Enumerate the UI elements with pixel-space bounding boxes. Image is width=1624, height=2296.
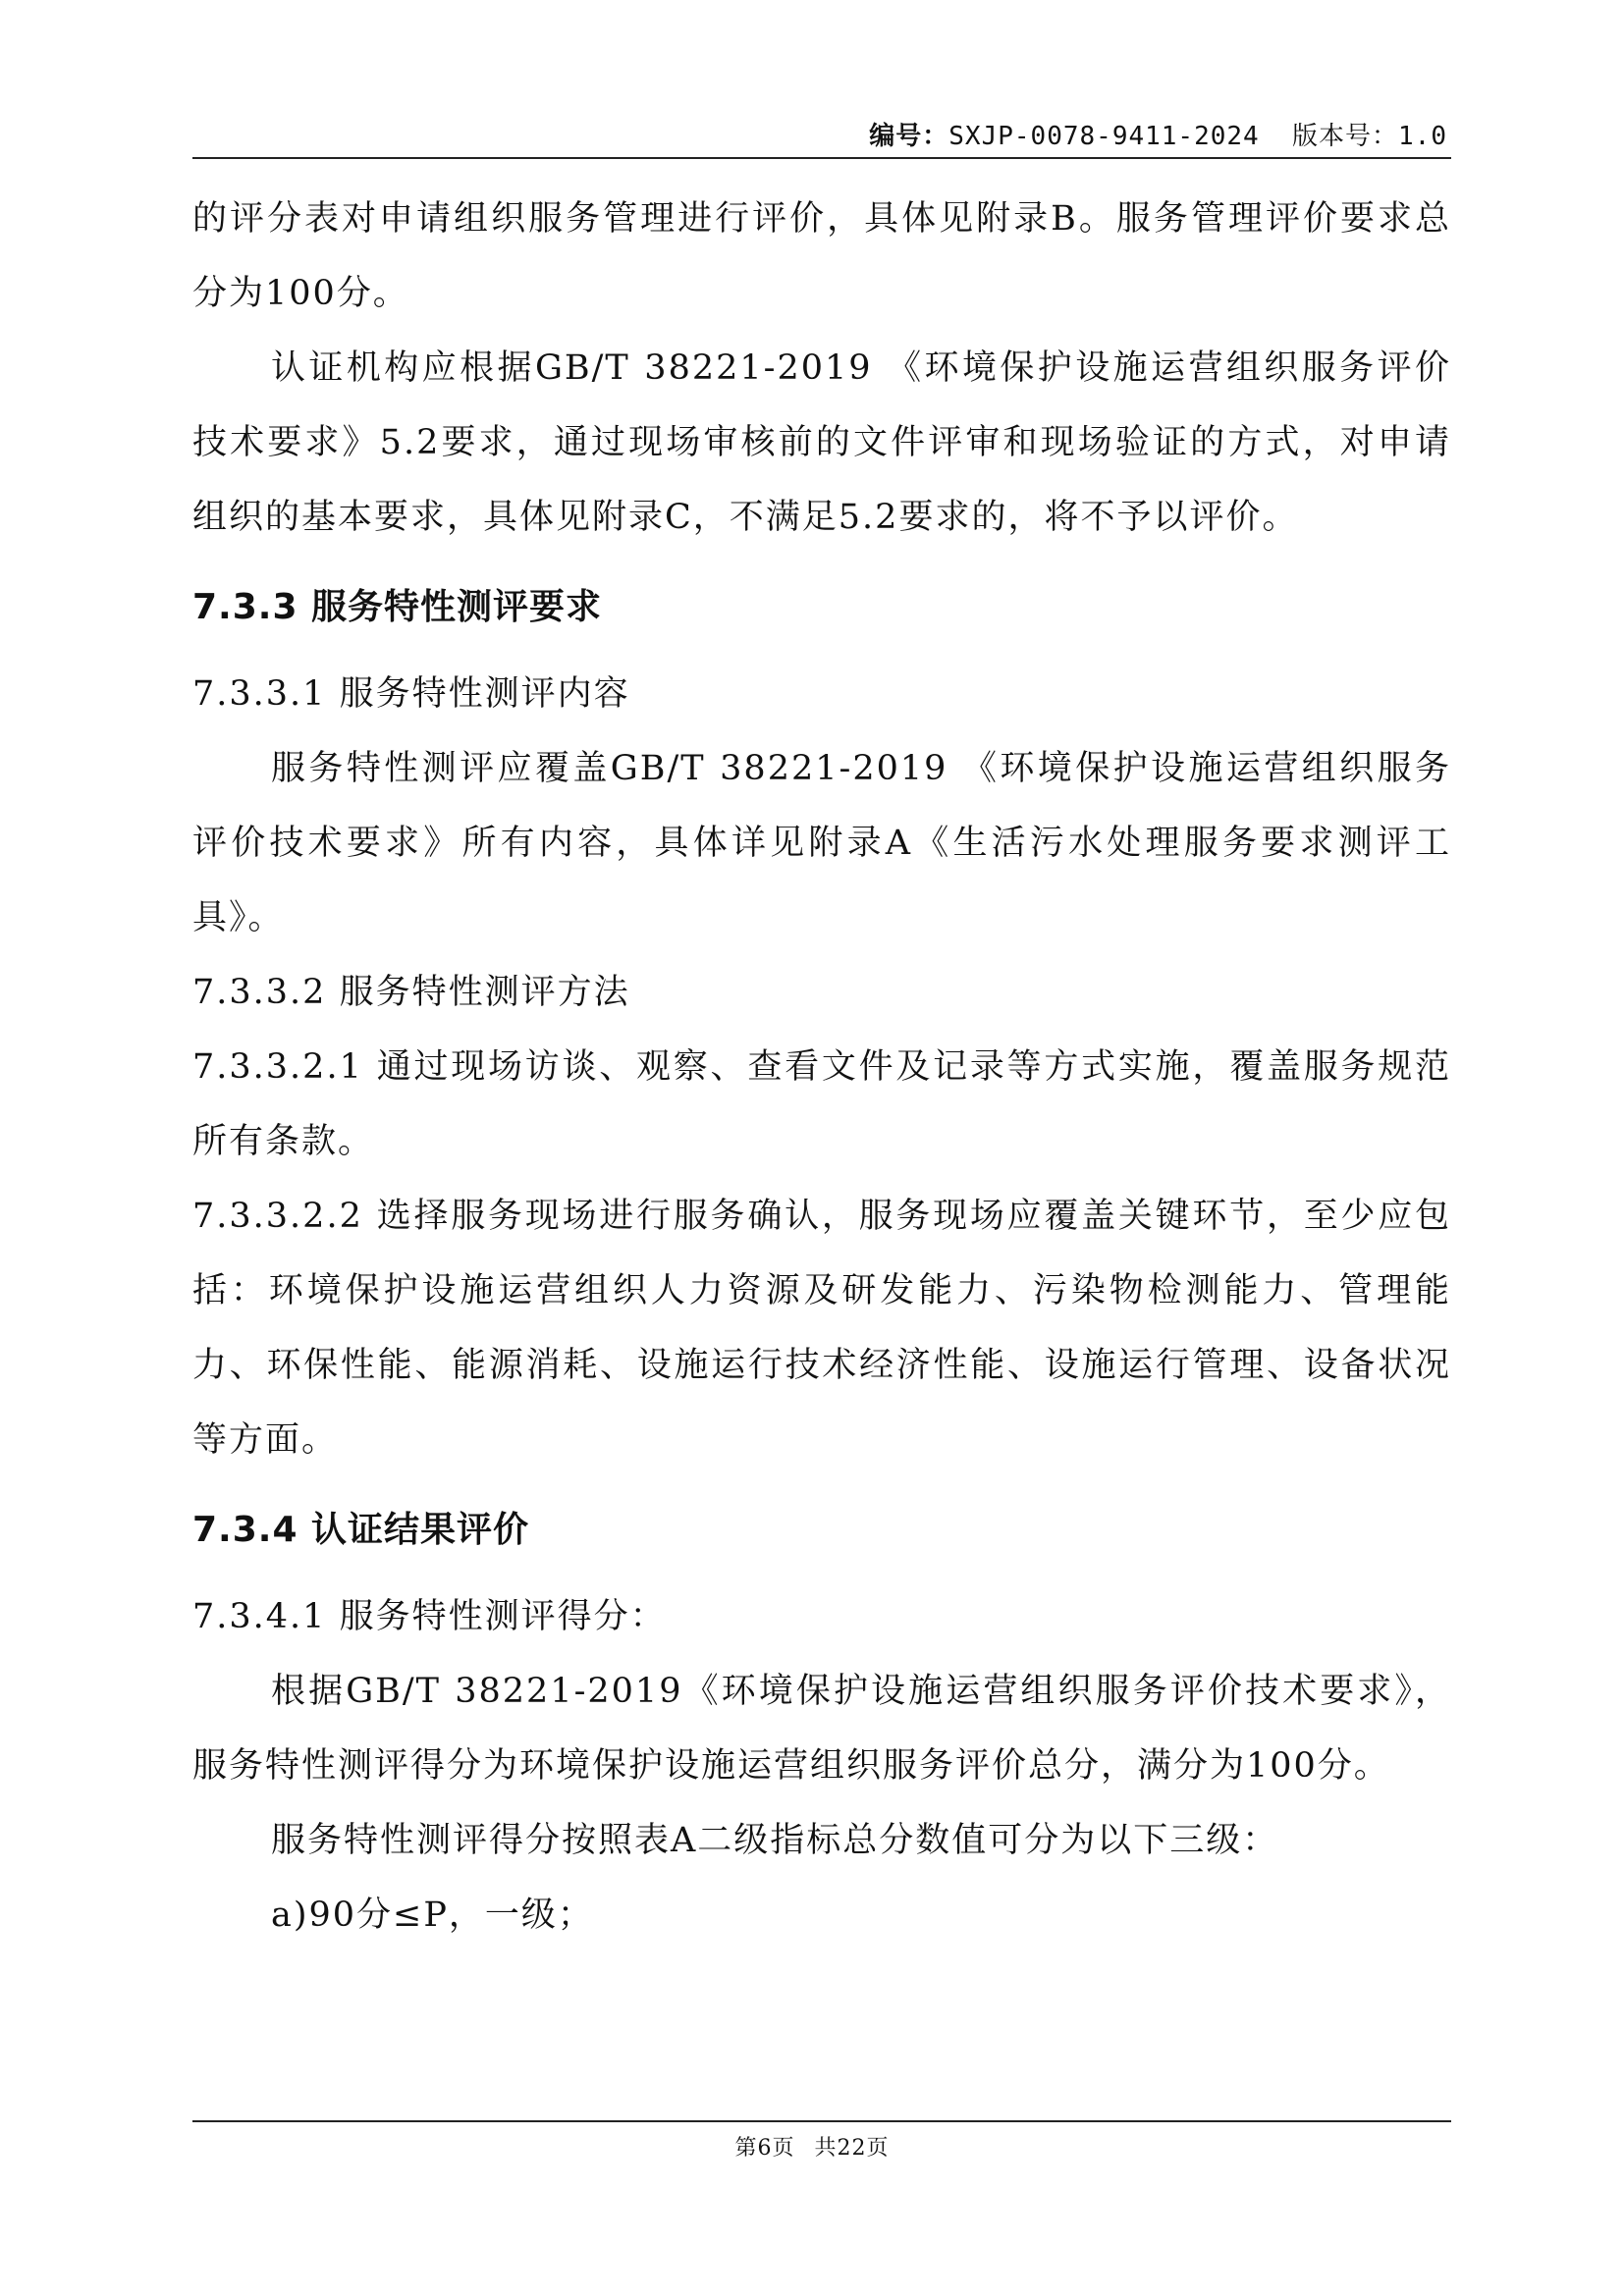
page-content [192,182,1451,1952]
doc-number-label: 编号： [869,122,949,151]
version-number: 1.0 [1398,122,1447,151]
item-7-3-3-2-2: 7.3.3.2.2 选择服务现场进行服务确认，服务现场应覆盖关键环节，至少应包括：环境保护设施运营组织人力资源及研发能力、污染物检测能力、管理能力、环保性能、能源消耗、设施运行技术经济性能、设施运行管理、设备状况等方面。 [192,1197,1451,1460]
heading-7-3-3: 7.3.3 服务特性测评要求 [192,587,603,627]
heading-7-3-4-1: 7.3.4.1 服务特性测评得分： [192,1597,667,1636]
heading-7-3-3-1: 7.3.3.1 服务特性测评内容 [192,674,630,714]
heading-7-3-3-2: 7.3.3.2 服务特性测评方法 [192,973,630,1012]
header-doc-info [869,116,1447,152]
item-7-3-3-2-1: 7.3.3.2.1 通过现场访谈、观察、查看文件及记录等方式实施，覆盖服务规范所有条款。 [192,1047,1451,1161]
heading-7-3-4: 7.3.4 认证结果评价 [192,1510,530,1550]
version-label: 版本号： [1292,122,1399,151]
page-header [192,110,1451,159]
doc-number: SXJP-0078-9411-2024 [948,122,1260,151]
paragraph-7-3-4-1-levels: 服务特性测评得分按照表A二级指标总分数值可分为以下三级： [271,1821,1279,1860]
paragraph-7-3-3-1: 服务特性测评应覆盖GB/T 38221-2019 《环境保护设施运营组织服务评价技术要求》所有内容，具体详见附录A《生活污水处理服务要求测评工具》。 [192,749,1451,937]
page-number: 第6页 [734,2136,795,2161]
footer-divider [192,2120,1451,2122]
paragraph-7-3-4-1-score: 根据GB/T 38221-2019《环境保护设施运营组织服务评价技术要求》，服务特性测评得分为环境保护设施运营组织服务评价总分，满分为100分。 [192,1672,1451,1786]
page-footer [0,2131,1624,2162]
page-total: 共22页 [814,2136,890,2161]
paragraph-scoring-continued: 的评分表对申请组织服务管理进行评价，具体见附录B。服务管理评价要求总分为100分。 [192,199,1451,313]
list-item-level-a: a)90分≤P，一级； [271,1896,594,1935]
paragraph-basic-requirements: 认证机构应根据GB/T 38221-2019 《环境保护设施运营组织服务评价技术要求》5.2要求，通过现场审核前的文件评审和现场验证的方式，对申请组织的基本要求，具体见附录C，不满足5.2要求的，将不予以评价。 [192,348,1451,537]
